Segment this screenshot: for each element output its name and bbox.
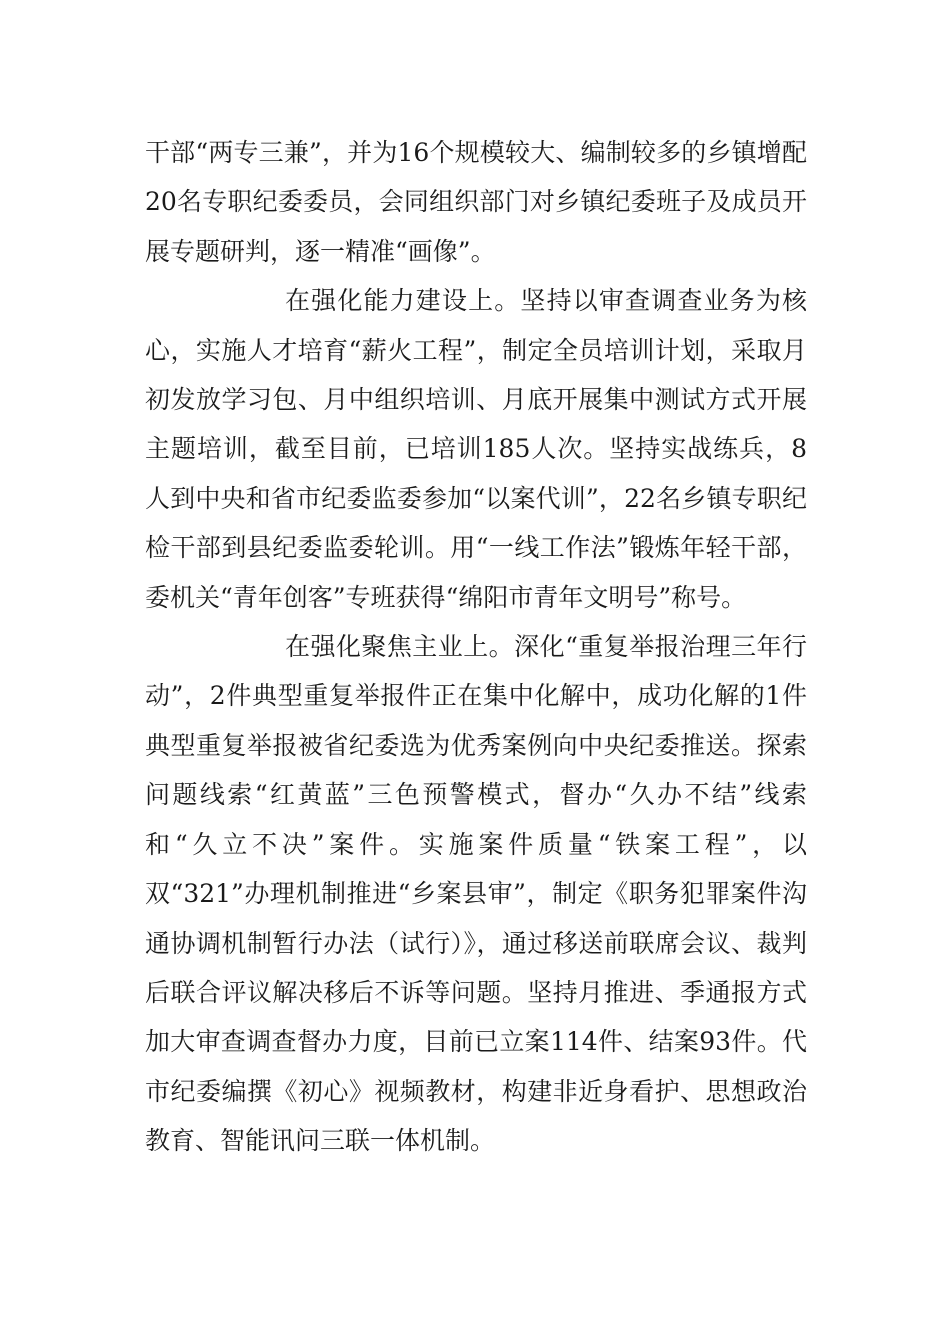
document-body bbox=[145, 128, 807, 1166]
paragraph-2: 在强化能力建设上。坚持以审查调查业务为核心，实施人才培育“薪火工程”，制定全员培训计划，采取月初发放学习包、月中组织培训、月底开展集中测试方式开展主题培训，截至目前，已培训185人次。坚持实战练兵，8人到中央和省市纪委监委参加“以案代训”，22名乡镇专职纪检干部到县纪委监委轮训。用“一线工作法”锻炼年轻干部，委机关“青年创客”专班获得“绵阳市青年文明号”称号。 bbox=[145, 286, 807, 612]
paragraph-1: 干部“两专三兼”，并为16个规模较大、编制较多的乡镇增配20名专职纪委委员，会同组织部门对乡镇纪委班子及成员开展专题研判，逐一精准“画像”。 bbox=[145, 138, 807, 266]
paragraph-3: 在强化聚焦主业上。深化“重复举报治理三年行动”，2件典型重复举报件正在集中化解中，成功化解的1件典型重复举报被省纪委选为优秀案例向中央纪委推送。探索问题线索“红黄蓝”三色预警模式，督办“久办不结”线索和“久立不决”案件。实施案件质量“铁案工程”，以双“321”办理机制推进“乡案县审”，制定《职务犯罪案件沟通协调机制暂行办法（试行）》，通过移送前联席会议、裁判后联合评议解决移后不诉等问题。坚持月推进、季通报方式加大审查调查督办力度，目前已立案114件、结案93件。代市纪委编撰《初心》视频教材，构建非近身看护、思想政治教育、智能讯问三联一体机制。 bbox=[145, 632, 807, 1156]
